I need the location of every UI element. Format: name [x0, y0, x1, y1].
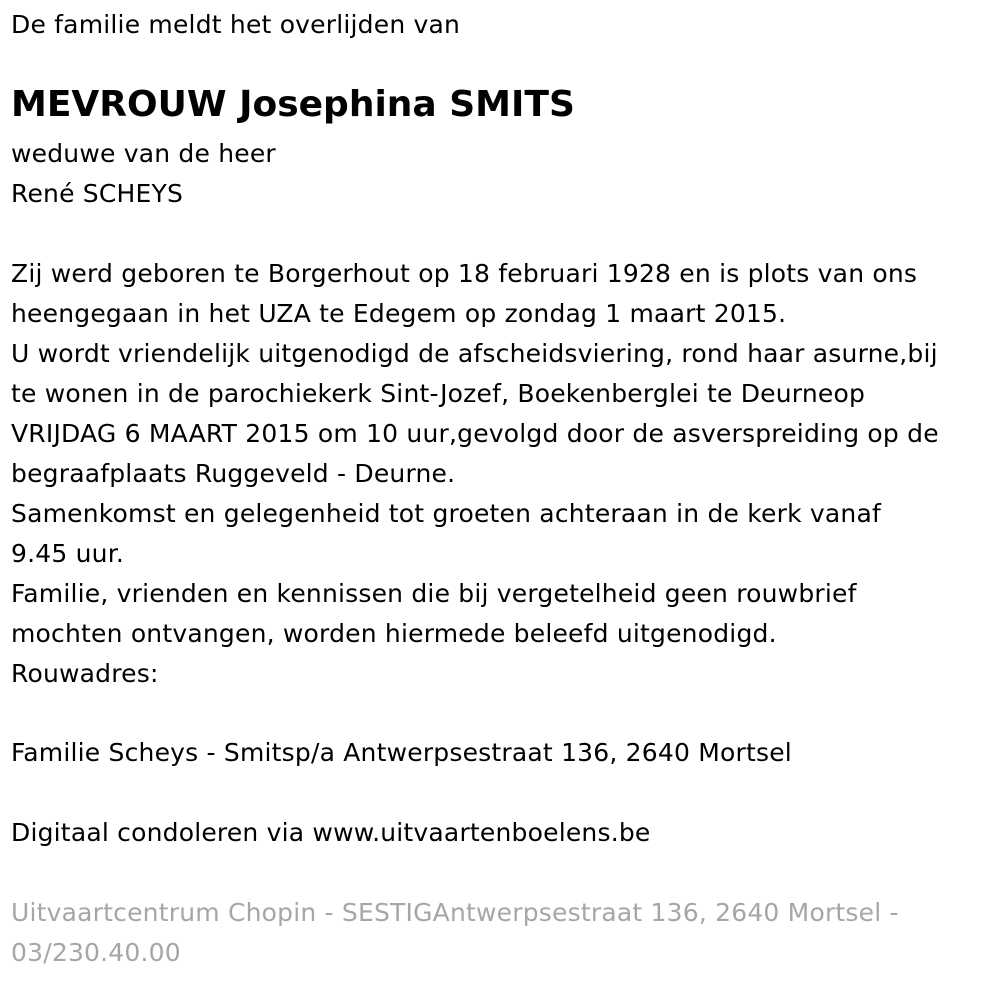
intro-text: De familie meldt het overlijden van: [11, 10, 461, 39]
mourning-address: Familie Scheys - Smitsp/a Antwerpsestraat 136, 2640 Mortsel: [11, 738, 792, 767]
body-line: heengegaan in het UZA te Edegem op zondag 1 maart 2015.: [11, 299, 787, 328]
funeral-home-footer: [11, 893, 899, 973]
footer-line: 03/230.40.00: [11, 938, 181, 967]
spouse-block: [11, 134, 276, 214]
widow-line: weduwe van de heer: [11, 139, 276, 168]
body-line: 9.45 uur.: [11, 539, 125, 568]
body-line: Samenkomst en gelegenheid tot groeten achteraan in de kerk vanaf: [11, 499, 881, 528]
body-text: [11, 254, 939, 694]
body-line: te wonen in de parochiekerk Sint-Jozef, Boekenberglei te Deurneop: [11, 379, 866, 408]
body-line: mochten ontvangen, worden hiermede beleefd uitgenodigd.: [11, 619, 777, 648]
spouse-name: René SCHEYS: [11, 179, 184, 208]
body-line: begraafplaats Ruggeveld - Deurne.: [11, 459, 456, 488]
condolence-text: Digitaal condoleren via www.uitvaartenboelens.be: [11, 818, 651, 847]
footer-line: Uitvaartcentrum Chopin - SESTIGAntwerpsestraat 136, 2640 Mortsel -: [11, 898, 899, 927]
body-line: U wordt vriendelijk uitgenodigd de afscheidsviering, rond haar asurne,bij: [11, 339, 938, 368]
body-line: Rouwadres:: [11, 659, 159, 688]
body-line: Familie, vrienden en kennissen die bij vergetelheid geen rouwbrief: [11, 579, 857, 608]
deceased-name: MEVROUW Josephina SMITS: [11, 84, 575, 125]
body-line: VRIJDAG 6 MAART 2015 om 10 uur,gevolgd door de asverspreiding op de: [11, 419, 939, 448]
body-line: Zij werd geboren te Borgerhout op 18 februari 1928 en is plots van ons: [11, 259, 918, 288]
